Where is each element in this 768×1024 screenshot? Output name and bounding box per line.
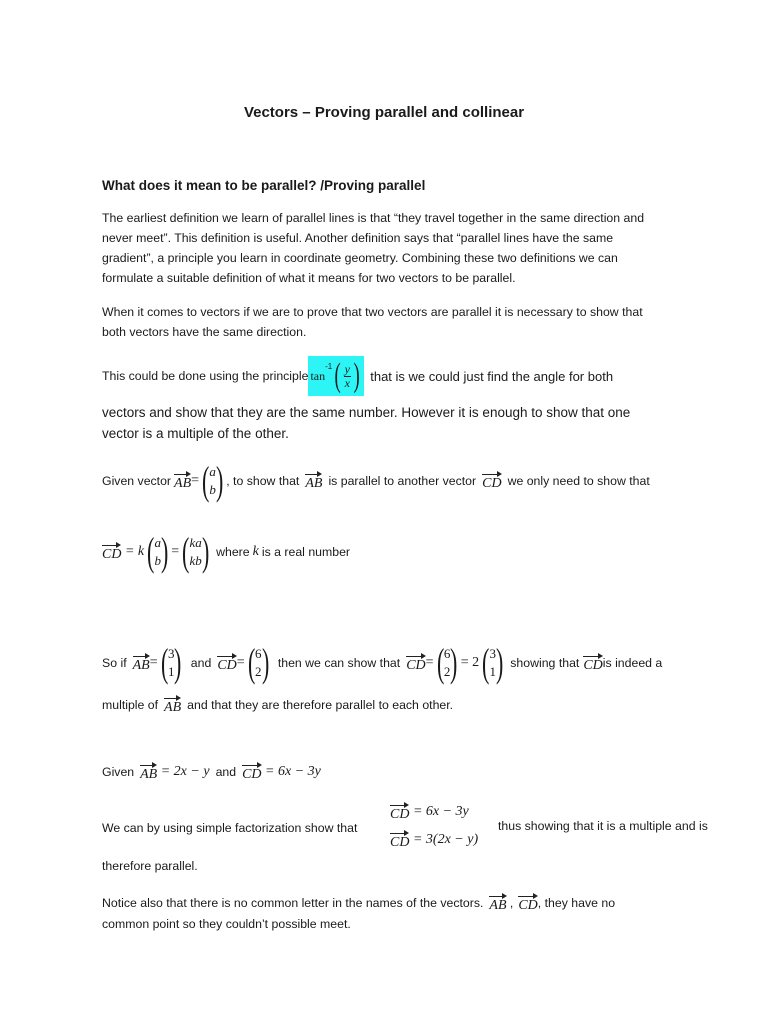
factor-expression: = 6x − 3y (409, 804, 469, 819)
example-text: is indeed a (602, 656, 663, 670)
vector-component: b (209, 482, 216, 497)
factor-eq-2 (390, 828, 478, 852)
equals-sign: = (171, 544, 180, 559)
tan-inverse-formula (308, 356, 364, 396)
fraction-numerator: y (344, 361, 350, 376)
vector-cd: CD (390, 802, 409, 823)
fraction-denominator: x (344, 375, 350, 390)
vector-cd: CD (482, 471, 501, 492)
example-text: and that they are therefore parallel to each other. (187, 698, 454, 712)
example-text: So if (102, 656, 127, 670)
vector-component: 1 (489, 664, 496, 679)
fraction (344, 363, 351, 390)
factorization-text: We can by using simple factorization show that (102, 821, 358, 835)
vector-component: 1 (167, 664, 175, 679)
vector-ab: AB (174, 471, 191, 492)
vector-component: a (154, 535, 161, 550)
given-expression-line (102, 760, 321, 784)
vector-component: ka (189, 535, 202, 550)
example-line (102, 638, 662, 688)
given-text: we only need to show that (507, 474, 650, 488)
vector-cd: CD (518, 893, 537, 914)
vector-ab: AB (140, 762, 157, 783)
paragraph-line: vector is a multiple of the other. (102, 426, 289, 441)
principle-line (102, 356, 613, 396)
paragraph-line: vectors and show that they are the same number. However it is enough to show that one (102, 405, 631, 420)
example-text: multiple of (102, 698, 159, 712)
vector-cd: CD (242, 762, 261, 783)
vector-cd: CD (406, 653, 425, 674)
fraction-group: ( $\frac{y}{x}$ ) (334, 357, 360, 394)
vector-component: b (154, 553, 161, 568)
factor-eq-1 (390, 800, 469, 824)
notice-text: , they have no (537, 896, 616, 910)
vector-component: 2 (255, 664, 262, 679)
notice-text: common point so they couldn’t possible meet. (102, 917, 351, 931)
given-text: Given (102, 765, 135, 779)
column-vector: ( 3 1 ) (160, 640, 182, 685)
example-text: and (190, 656, 212, 670)
page-title: Vectors – Proving parallel and collinear (243, 104, 525, 121)
paragraph-line: The earliest definition we learn of parallel lines is that “they travel together in the same direction and (102, 211, 645, 225)
column-vector: ( 6 2 ) (247, 640, 269, 685)
vector-component: kb (189, 553, 202, 568)
equals-sign: = (236, 655, 245, 670)
paragraph-line: formulate a suitable definition of what it means for two vectors to be parallel. (102, 271, 516, 285)
given-text: and (215, 765, 237, 779)
vector-cd: CD (102, 542, 121, 563)
example-line-2 (102, 694, 453, 716)
vector-component: 3 (489, 646, 496, 661)
inverse-superscript: -1 (325, 362, 333, 371)
given-text: Given vector (102, 474, 172, 488)
vector-component: 3 (167, 646, 175, 661)
vector-cd: CD (583, 653, 602, 674)
vector-component: a (209, 464, 216, 479)
paragraph-line: never meet”. This definition is useful. Another definition says that “parallel lines have the same (102, 231, 614, 245)
cd-equals-k-line (102, 527, 350, 577)
factorization-text: thus showing that it is a multiple and is (498, 819, 708, 833)
vector-component: 2 (443, 664, 451, 679)
principle-text: This could be done using the principle (102, 369, 309, 383)
ab-expression: = 2x − y (157, 764, 210, 779)
equals-sign: = (425, 655, 434, 670)
cd-expression: = 6x − 3y (261, 764, 321, 779)
factor-expression: = 3(2x − y) (409, 832, 479, 847)
example-text: showing that (510, 656, 580, 670)
comma: , (506, 896, 514, 910)
where-text: where (216, 545, 250, 559)
equals-sign: = (191, 473, 200, 488)
column-vector: ( ka kb ) (182, 529, 210, 574)
tan-label: tan (310, 368, 326, 383)
given-text: , to show that (226, 474, 300, 488)
times-two: = 2 (460, 655, 480, 670)
real-number-text: is a real number (261, 545, 351, 559)
equals-sign: = (149, 655, 158, 670)
column-vector: ( 3 1 ) (482, 640, 504, 685)
paragraph-line: both vectors have the same direction. (102, 325, 307, 339)
paragraph-line: gradient”, a principle you learn in coordinate geometry. Combining these two definitions we can (102, 251, 618, 265)
example-text: then we can show that (277, 656, 401, 670)
factorization-line (102, 816, 357, 840)
column-vector: ( a b ) (147, 529, 169, 574)
principle-text-after: that is we could just find the angle for both (370, 368, 614, 384)
vector-ab: AB (164, 695, 181, 716)
column-vector: ( a b ) (202, 458, 224, 503)
given-vector-line (102, 458, 650, 504)
notice-text: Notice also that there is no common letter in the names of the vectors. (102, 896, 484, 910)
vector-ab: AB (489, 893, 506, 914)
given-text: is parallel to another vector (328, 474, 477, 488)
factorization-text: therefore parallel. (102, 859, 198, 873)
vector-component: 6 (443, 646, 451, 661)
vector-component: 6 (255, 646, 262, 661)
vector-cd: CD (217, 653, 236, 674)
vector-ab: AB (305, 471, 322, 492)
column-vector: ( 6 2 ) (436, 640, 458, 685)
equals-k: = k (121, 544, 145, 559)
vector-ab: AB (133, 653, 150, 674)
k-variable: k (252, 544, 259, 559)
paragraph-line: When it comes to vectors if we are to prove that two vectors are parallel it is necessary to show that (102, 305, 643, 319)
section-heading: What does it mean to be parallel? /Proving parallel (102, 178, 426, 193)
notice-line (102, 892, 615, 914)
vector-cd: CD (390, 830, 409, 851)
